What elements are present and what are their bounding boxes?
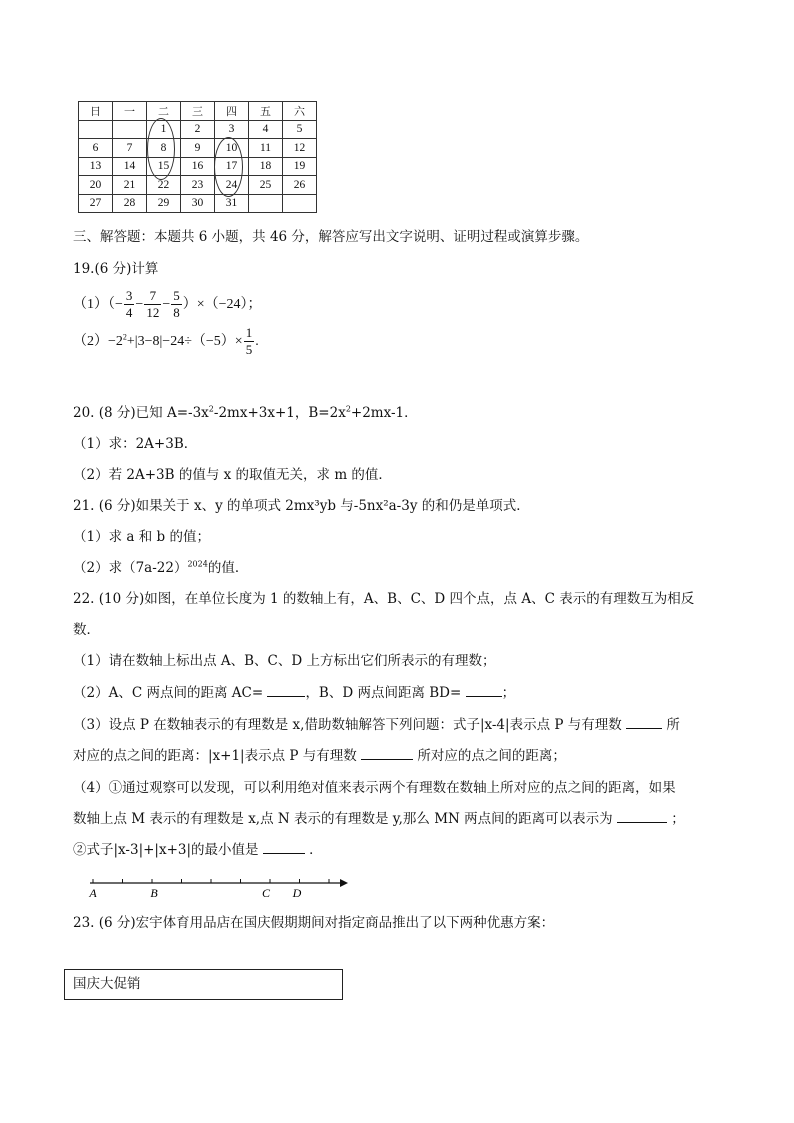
calendar-cell: 29	[147, 194, 181, 213]
calendar-cell: 21	[113, 176, 147, 195]
calendar-header-row	[79, 102, 317, 121]
calendar-cell	[79, 120, 113, 139]
q22-p2-c: ；	[501, 685, 516, 701]
q22-p4-line2-b: ；	[671, 811, 685, 827]
q21-p2-b: 的值．	[207, 560, 249, 576]
calendar-cell: 13	[79, 157, 113, 176]
denominator: 5	[245, 342, 253, 358]
q19-part1	[73, 287, 262, 323]
calendar-cell: 2	[181, 120, 215, 139]
q20-title-c: +2mx-1．	[350, 405, 418, 421]
exponent: 2	[345, 404, 351, 414]
calendar-cell: 27	[79, 194, 113, 213]
calendar-header: 日	[79, 102, 113, 121]
q19-p1-label: （1）（−	[73, 297, 123, 312]
calendar-cell	[113, 120, 147, 139]
point-label-a: A	[89, 886, 97, 899]
calendar-cell: 16	[181, 157, 215, 176]
calendar-cell: 17	[215, 157, 249, 176]
numerator: 1	[245, 325, 253, 341]
calendar-cell: 26	[283, 176, 317, 195]
promo-box: 国庆大促销	[64, 969, 343, 1000]
point-label-d: D	[292, 886, 302, 899]
calendar-cell: 20	[79, 176, 113, 195]
calendar-row	[79, 120, 317, 139]
q22-part3-line1	[73, 716, 680, 734]
minus-sign: −	[135, 297, 144, 312]
q20-title-b: -2mx+3x+1，B=2x	[213, 405, 346, 421]
exponent: 2024	[187, 559, 208, 569]
calendar-cell: 5	[283, 120, 317, 139]
fraction	[144, 288, 161, 321]
calendar-cell: 18	[249, 157, 283, 176]
calendar-cell: 8	[147, 139, 181, 158]
q19-p2-label: （2）−2	[73, 334, 123, 349]
q21-p2-a: （2）求（7a-22）	[73, 560, 188, 576]
numerator: 7	[144, 288, 161, 305]
q22-part3-line2	[73, 747, 566, 765]
calendar-row	[79, 176, 317, 195]
calendar-cell: 30	[181, 194, 215, 213]
calendar-cell: 12	[283, 139, 317, 158]
calendar-cell: 22	[147, 176, 181, 195]
calendar-cell	[249, 194, 283, 213]
calendar-header: 二	[147, 102, 181, 121]
fraction	[244, 325, 255, 358]
calendar-cell: 19	[283, 157, 317, 176]
answer-blank	[617, 810, 667, 823]
q22-part1: （1）请在数轴上标出点 A、B、C、D 上方标出它们所表示的有理数；	[73, 653, 496, 669]
exponent: 2	[208, 404, 214, 414]
q21-part2	[73, 559, 248, 577]
answer-blank	[626, 716, 662, 729]
calendar-row	[79, 157, 317, 176]
point-label-c: C	[261, 886, 271, 899]
calendar-cell: 6	[79, 139, 113, 158]
q22-p4-line3-b: ．	[309, 842, 323, 858]
q19-part2	[73, 324, 259, 360]
calendar-cell: 14	[113, 157, 147, 176]
calendar-header: 四	[215, 102, 249, 121]
q19-p1-tail: ）×（−24）；	[182, 297, 262, 312]
calendar-ellipse-left	[147, 118, 175, 180]
q20-part1: （1）求：2A+3B．	[73, 436, 198, 452]
q20-title-a: 20. (8 分)已知 A=-3x	[73, 405, 209, 421]
answer-blank	[267, 684, 305, 697]
denominator: 12	[146, 305, 160, 321]
calendar-header: 五	[249, 102, 283, 121]
answer-blank	[361, 747, 413, 760]
calendar-cell: 4	[249, 120, 283, 139]
calendar-cell	[283, 194, 317, 213]
q22-p3-b: 所	[666, 717, 680, 733]
answer-blank	[263, 841, 305, 854]
calendar-row	[79, 194, 317, 213]
calendar-cell: 10	[215, 139, 249, 158]
q22-p2-b: ，B、D 两点间距离 BD=	[305, 685, 462, 701]
fraction	[171, 288, 182, 321]
denominator: 4	[125, 305, 133, 321]
calendar-cell: 9	[181, 139, 215, 158]
calendar-cell: 1	[147, 120, 181, 139]
exponent: 2	[122, 332, 127, 342]
denominator: 8	[173, 305, 180, 321]
number-line	[86, 873, 348, 899]
calendar-row	[79, 139, 317, 158]
q21-part1: （1）求 a 和 b 的值；	[73, 529, 210, 545]
fraction	[124, 288, 135, 321]
q21-title: 21. (6 分)如果关于 x、y 的单项式 2mx³yb 与-5nx²a-3y 的和仍是单项式．	[73, 498, 530, 514]
q22-title-cont: 数．	[73, 622, 100, 638]
calendar-header: 一	[113, 102, 147, 121]
q20-part2: （2）若 2A+3B 的值与 x 的取值无关，求 m 的值．	[73, 467, 392, 483]
calendar-ellipse-right	[214, 137, 243, 197]
arrow-icon	[340, 879, 348, 887]
q22-p3-line2-a: 对应的点之间的距离：|x+1|表示点 P 与有理数	[73, 748, 357, 764]
q23-title: 23. (6 分)宏宇体育用品店在国庆假期期间对指定商品推出了以下两种优惠方案：	[73, 915, 555, 931]
calendar-cell: 23	[181, 176, 215, 195]
calendar-cell: 28	[113, 194, 147, 213]
calendar-cell: 31	[215, 194, 249, 213]
calendar-table	[78, 101, 317, 213]
q22-part4-line3	[73, 841, 323, 859]
minus-sign: −	[162, 297, 171, 312]
q19-p2-mid: +|3−8|−24÷（−5）×	[126, 334, 243, 349]
calendar-cell: 25	[249, 176, 283, 195]
q22-part2	[73, 684, 515, 702]
numerator: 3	[125, 288, 133, 304]
q19-p2-end: .	[255, 334, 259, 349]
q22-p3-line2-b: 所对应的点之间的距离；	[417, 748, 566, 764]
calendar-cell: 3	[215, 120, 249, 139]
q22-p3-a: （3）设点 P 在数轴表示的有理数是 x,借助数轴解答下列问题：式子|x-4|表示点 P 与有理数	[73, 717, 622, 733]
q22-title: 22. (10 分)如图，在单位长度为 1 的数轴上有，A、B、C、D 四个点，点 A、C 表示的有理数互为相反	[73, 591, 695, 607]
calendar-header: 三	[181, 102, 215, 121]
answer-blank	[466, 684, 502, 697]
numerator: 5	[173, 288, 180, 304]
q22-part4-line1: （4）①通过观察可以发现，可以利用绝对值来表示两个有理数在数轴上所对应的点之间的距离，如果	[73, 780, 676, 796]
q22-p2-a: （2）A、C 两点间的距离 AC=	[73, 685, 264, 701]
q20-title	[73, 404, 418, 422]
q19-title: 19.(6 分)计算	[73, 261, 159, 277]
calendar-cell: 15	[147, 157, 181, 176]
q22-p4-line3-a: ②式子|x-3|+|x+3|的最小值是	[73, 842, 259, 858]
calendar-cell: 7	[113, 139, 147, 158]
point-label-b: B	[150, 886, 158, 899]
section-heading: 三、解答题：本题共 6 小题，共 46 分，解答应写出文字说明、证明过程或演算步骤。	[73, 229, 589, 245]
q22-part4-line2	[73, 810, 685, 828]
q22-p4-line2-a: 数轴上点 M 表示的有理数是 x,点 N 表示的有理数是 y,那么 MN 两点间的距离可以表示为	[73, 811, 613, 827]
calendar-header: 六	[283, 102, 317, 121]
calendar-cell: 24	[215, 176, 249, 195]
calendar-cell: 11	[249, 139, 283, 158]
